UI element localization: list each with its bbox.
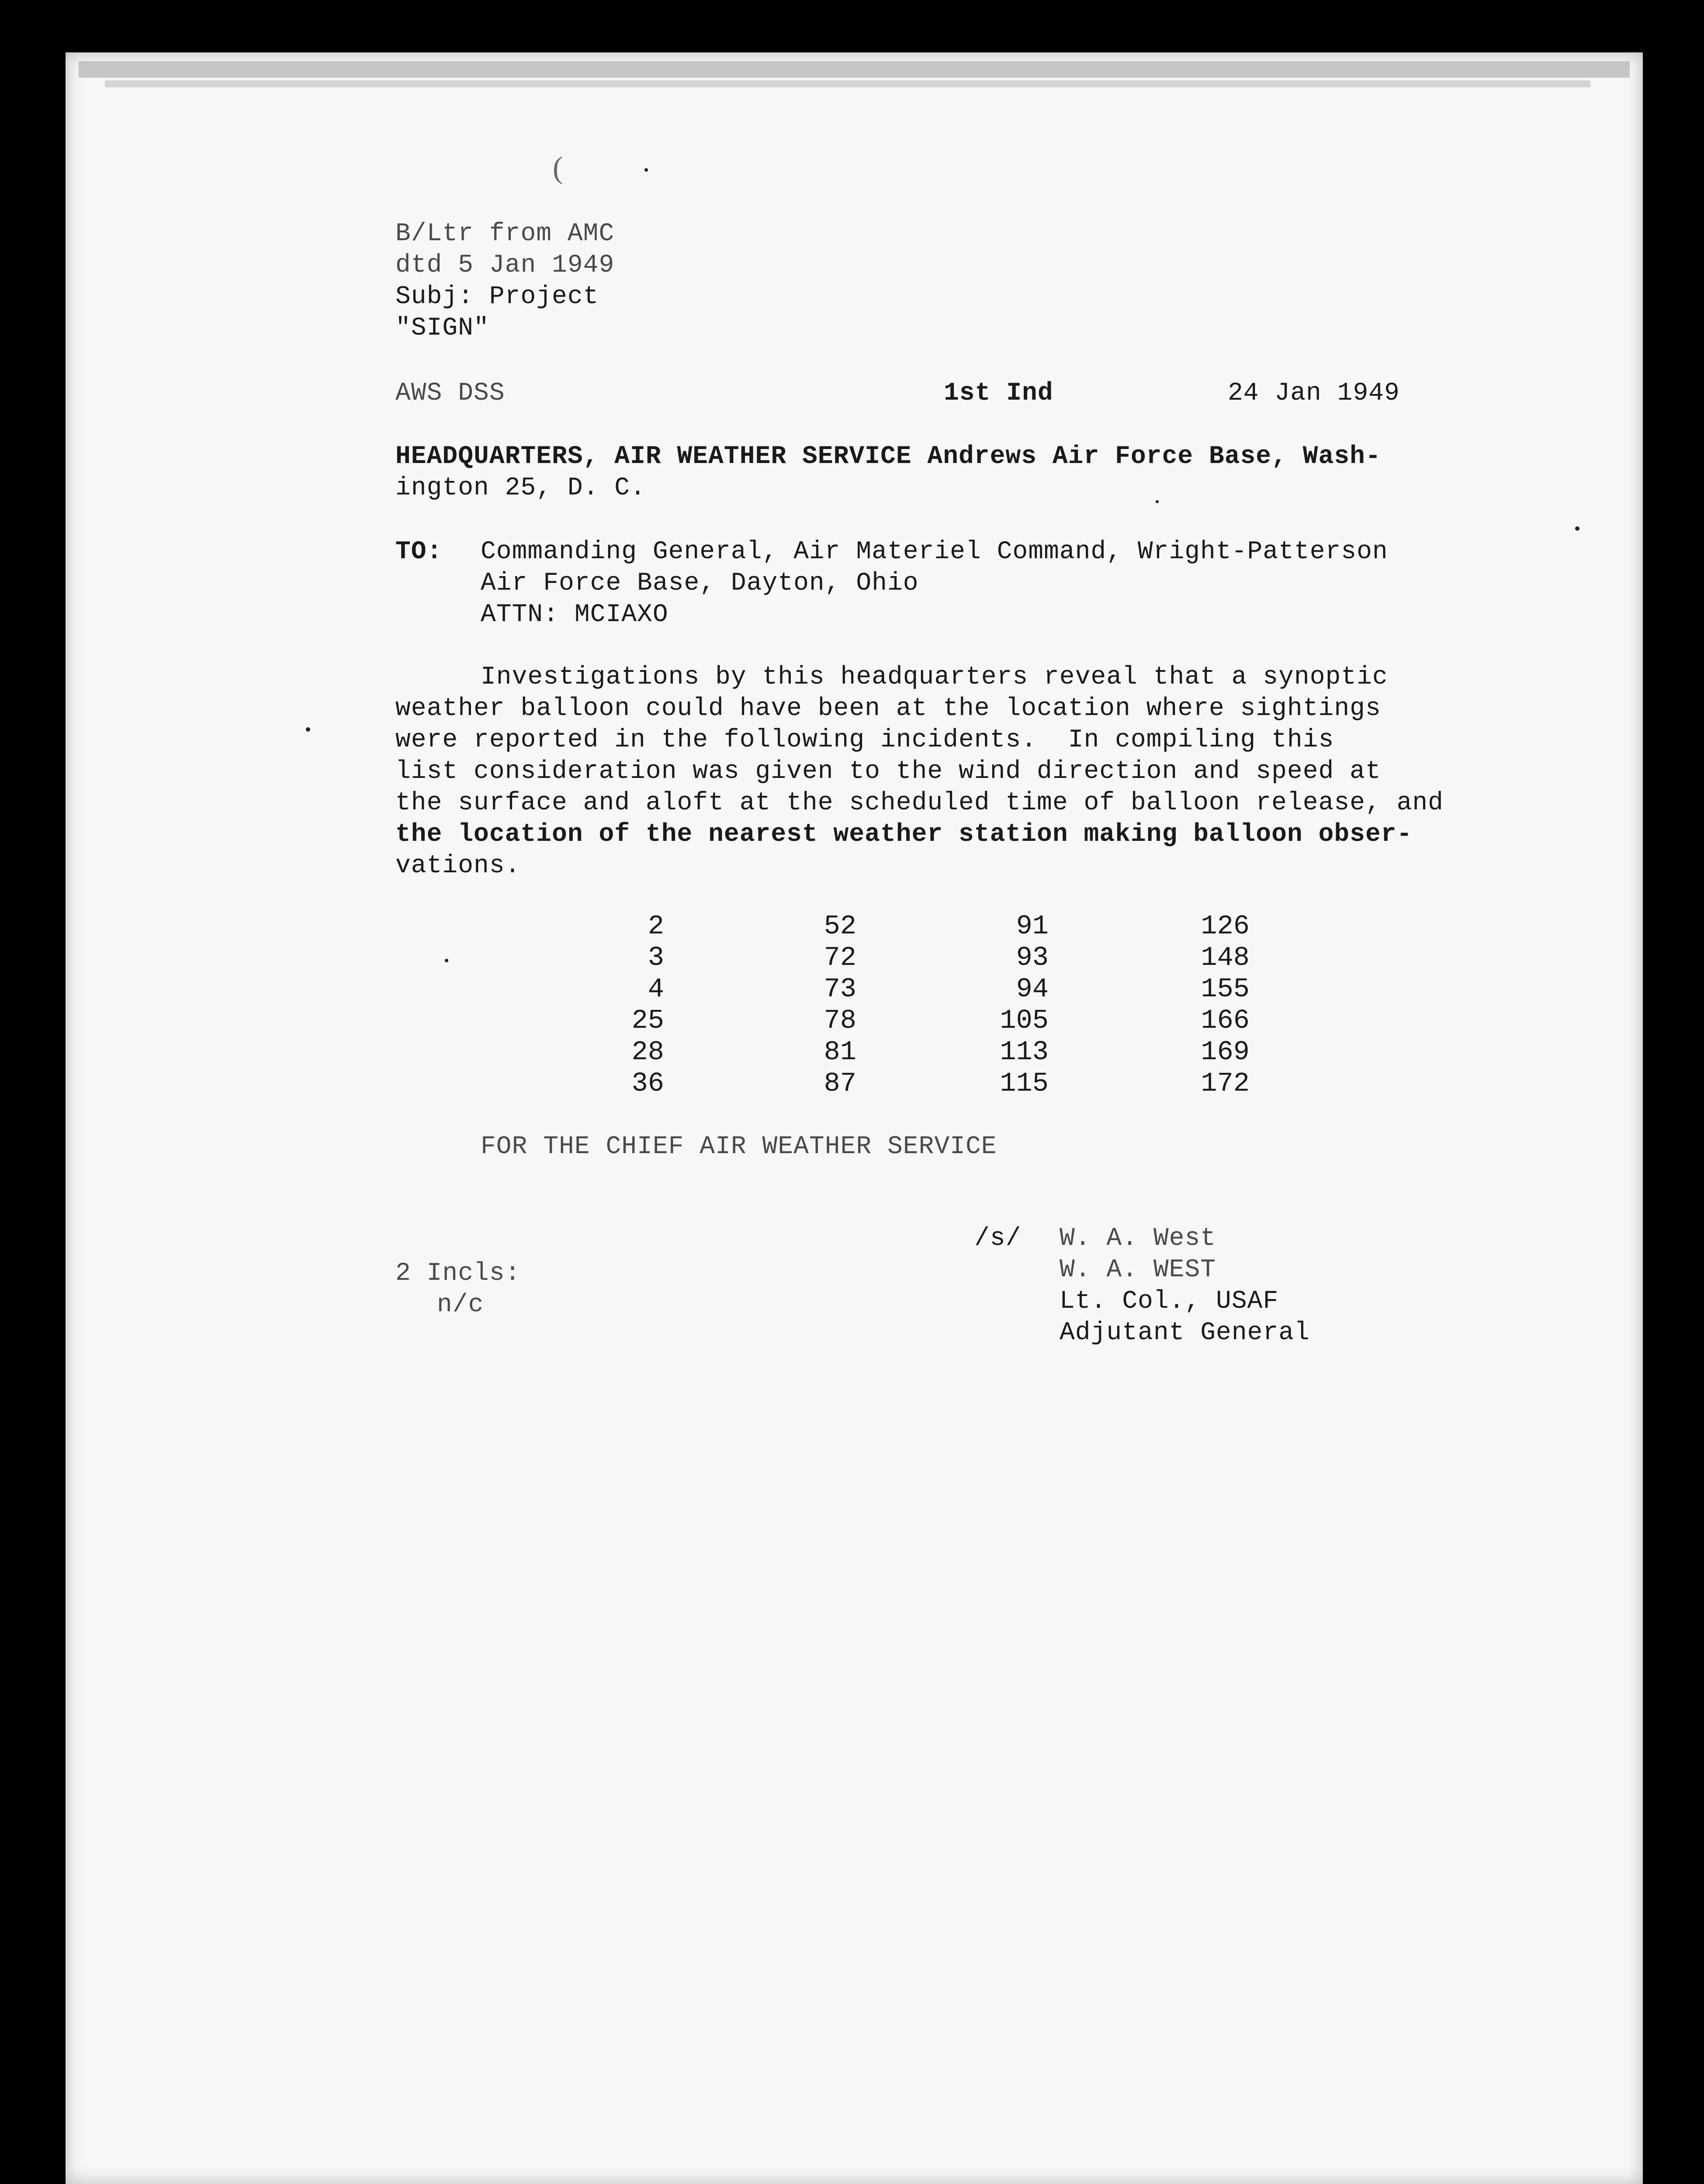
incident-number: 81 (824, 1037, 856, 1068)
reference-project-name: "SIGN" (395, 314, 489, 342)
page-edge-shadow-inner (105, 80, 1590, 87)
body-line-3: were reported in the following incidents. In compiling this (395, 726, 1334, 754)
incident-number: 73 (824, 974, 856, 1005)
incident-number: 36 (631, 1068, 664, 1099)
incident-number: 28 (631, 1037, 664, 1068)
body-line-5: the surface and aloft at the scheduled time of balloon release, and (395, 789, 1444, 817)
incident-number: 87 (824, 1068, 856, 1099)
from-line-2: ington 25, D. C. (395, 474, 646, 502)
incident-number: 148 (1201, 942, 1250, 973)
incident-number: 91 (1016, 911, 1049, 942)
incident-column-1 (568, 911, 664, 1099)
incident-number: 3 (648, 942, 664, 973)
incident-number: 126 (1201, 911, 1250, 942)
stray-speck (1156, 500, 1159, 503)
incident-number: 169 (1201, 1037, 1250, 1068)
incident-number: 25 (631, 1005, 664, 1036)
to-line-1: Commanding General, Air Materiel Command, Wright-Patterson (481, 538, 1388, 566)
from-line-1: HEADQUARTERS, AIR WEATHER SERVICE Andrews Air Force Base, Wash- (395, 442, 1381, 471)
incident-number: 78 (824, 1005, 856, 1036)
incident-number: 2 (648, 911, 664, 942)
body-line-2: weather balloon could have been at the location where sightings (395, 695, 1381, 723)
closing-line: FOR THE CHIEF AIR WEATHER SERVICE (481, 1133, 997, 1161)
attention-line: ATTN: MCIAXO (481, 601, 668, 629)
stray-speck (306, 727, 310, 732)
body-line-7: vations. (395, 852, 521, 880)
inclosures-note: n/c (437, 1291, 484, 1319)
incident-number: 115 (1000, 1068, 1049, 1099)
reference-line-2: dtd 5 Jan 1949 (395, 251, 615, 280)
incident-column-3 (952, 911, 1049, 1099)
incident-column-2 (760, 911, 856, 1099)
incident-number: 113 (1000, 1037, 1049, 1068)
body-line-1: Investigations by this headquarters reveal that a synoptic (481, 663, 1388, 691)
to-label: TO: (395, 538, 443, 566)
signed-name: W. A. West (1060, 1224, 1216, 1253)
document-page (66, 52, 1643, 2184)
incident-number: 166 (1201, 1005, 1250, 1036)
indorsement-date: 24 Jan 1949 (1228, 379, 1400, 408)
body-line-6: the location of the nearest weather station making balloon obser- (395, 820, 1413, 849)
incident-number: 4 (648, 974, 664, 1005)
incident-column-4 (1153, 911, 1250, 1099)
reference-subject: Subj: Project (395, 283, 599, 311)
incident-number: 155 (1201, 974, 1250, 1005)
stray-speck (1575, 526, 1579, 531)
body-line-4: list consideration was given to the wind direction and speed at (395, 757, 1381, 786)
stray-speck (644, 168, 648, 172)
signer-title: Adjutant General (1060, 1319, 1310, 1347)
incident-number: 94 (1016, 974, 1049, 1005)
signer-rank: Lt. Col., USAF (1060, 1287, 1279, 1316)
inclosures-line: 2 Incls: (395, 1259, 521, 1288)
incident-number: 52 (824, 911, 856, 942)
stray-speck (445, 959, 448, 962)
page-edge-shadow (79, 61, 1630, 78)
office-symbol: AWS DSS (395, 379, 505, 408)
signature-mark: /s/ (974, 1224, 1022, 1253)
signer-name: W. A. WEST (1060, 1256, 1216, 1284)
reference-line-1: B/Ltr from AMC (395, 220, 615, 248)
incident-number: 72 (824, 942, 856, 973)
incident-number: 105 (1000, 1005, 1049, 1036)
to-line-2: Air Force Base, Dayton, Ohio (481, 569, 919, 598)
incident-number: 93 (1016, 942, 1049, 973)
incident-number: 172 (1201, 1068, 1250, 1099)
indorsement-number: 1st Ind (944, 379, 1053, 408)
stray-mark: ( (553, 151, 563, 185)
